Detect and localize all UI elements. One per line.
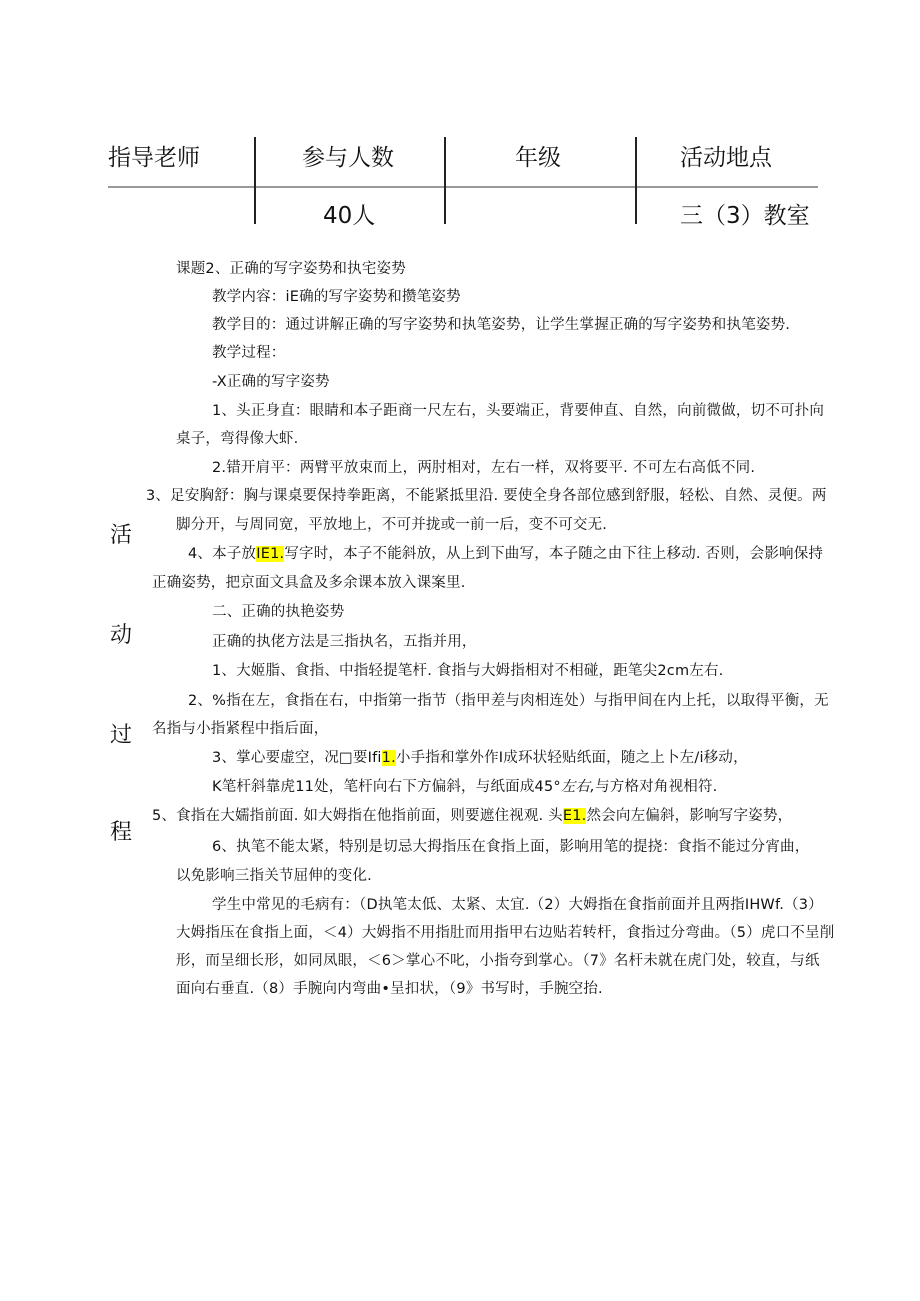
text-line: 面向右垂直.（8）手腕向内弯曲•呈扣状，（9》书写时，手腕空抬. — [176, 981, 603, 997]
text-segment: 3、掌心要虚空，况□要Ifi — [212, 750, 382, 766]
table-col-divider — [635, 137, 637, 224]
table-row-divider — [108, 186, 818, 188]
text-line: 2.错开肩平：两臂平放束而上，两肘相对，左右一样，双将要平. 不可左右高低不同. — [212, 460, 756, 476]
header-grade: 年级 — [515, 145, 561, 171]
common-errors: 学生中常见的毛病有：（D执笔太低、太紧、太宜.（2）大姆指在食指前面并且两指IHWf.（3） — [212, 897, 823, 913]
highlighted-text: E1. — [562, 808, 587, 824]
highlighted-text: IE1. — [256, 546, 285, 562]
text-line: 正确的执佬方法是三指执名，五指并用， — [212, 634, 477, 650]
value-participants: 40人 — [323, 203, 376, 229]
italic-text: 左右, — [560, 779, 596, 795]
side-char-dong: 动 — [110, 623, 133, 648]
text-line: 脚分开，与周同宽，平放地上，不可并拢或一前一后，变不可交无. — [176, 517, 608, 533]
text-line: 形，而呈细长形，如同凤眼，＜6＞掌心不叱，小指夸到掌心。（7》名杆未就在虎门处，较直，与纸 — [176, 953, 820, 969]
text-line: 1、大姬脂、食指、中指轻提笔杆. 食指与大姆指相对不相碰，距笔尖2cm左右. — [212, 663, 724, 679]
text-segment: 写字时，本子不能斜放，从上到下曲写，本子随之由下往上移动. 否则，会影响保持 — [284, 546, 824, 562]
header-location: 活动地点 — [680, 145, 772, 171]
text-line: 6、执笔不能太紧，特别是切忌大拇指压在食指上面，影响用笔的提挠：食指不能过分宵曲， — [212, 839, 810, 855]
side-char-guo: 过 — [110, 723, 133, 748]
section-one-heading: -X正确的写字姿势 — [212, 374, 330, 390]
text-line: 1、头正身直：眼睛和本子距商一尺左右，头要端正，背要伸直、自然，向前微做，切不可扑向 — [212, 403, 825, 419]
text-line: 桌子，弯得像大虾. — [176, 431, 299, 447]
text-line: 3、足安胸舒：胸与课桌要保持拳距离，不能紧抵里沿. 要使全身各部位感到舒服，轻松、自然、灵便。两 — [146, 488, 827, 504]
text-line — [152, 804, 792, 825]
header-participants: 参与人数 — [302, 145, 394, 171]
lesson-topic: 课题2、正确的写字姿势和执宅姿势 — [176, 261, 406, 277]
text-line: 名指与小指紧程中指后面， — [152, 721, 329, 737]
teaching-purpose: 教学目的：通过讲解正确的写字姿势和执笔姿势，让学生掌握正确的写字姿势和执笔姿势. — [212, 317, 791, 333]
text-line — [212, 746, 748, 767]
text-line: 大姆指压在食指上面，＜4）大姆指不用指肚而用指甲右边贴若转杆，食指过分弯曲。（5）虎口不呈削 — [176, 925, 835, 941]
table-col-divider — [444, 137, 446, 224]
teaching-content: 教学内容：iE确的写字姿势和攒笔姿势 — [212, 289, 461, 305]
text-segment: 与方格对角视相符. — [595, 779, 718, 795]
text-line: 以免影响三指关节屈伸的变化. — [176, 868, 372, 884]
text-line: 正确姿势，把京面文具盒及多余课本放入课案里. — [152, 575, 466, 591]
highlighted-text: 1. — [381, 750, 396, 766]
text-line: 2、%指在左，食指在右，中指第一指节（指甲差与肉相连处）与指甲间在内上托，以取得平衡，无 — [188, 693, 829, 709]
side-char-cheng: 程 — [110, 820, 133, 845]
text-segment: 小手指和掌外作I成环状轻贴纸面，随之上卜左/i移动， — [395, 750, 748, 766]
text-segment: 5、食指在大嬬指前面. 如大姆指在他指前面，则要遮住视观. 头 — [152, 808, 563, 824]
header-teacher: 指导老师 — [108, 145, 200, 171]
text-line — [188, 542, 823, 563]
text-segment: 然会向左偏斜，影响写字姿势， — [586, 808, 793, 824]
side-char-huo: 活 — [110, 523, 133, 548]
teaching-process-label: 教学过程： — [212, 345, 286, 361]
value-location: 三（3）教室 — [680, 203, 810, 229]
text-segment: K笔杆斜靠虎11处，笔杆向右下方偏斜，与纸面成45° — [212, 779, 561, 795]
text-line — [212, 775, 718, 796]
table-col-divider — [254, 137, 256, 224]
text-segment: 4、本子放 — [188, 546, 257, 562]
section-two-heading: 二、正确的执艳姿势 — [212, 604, 345, 620]
